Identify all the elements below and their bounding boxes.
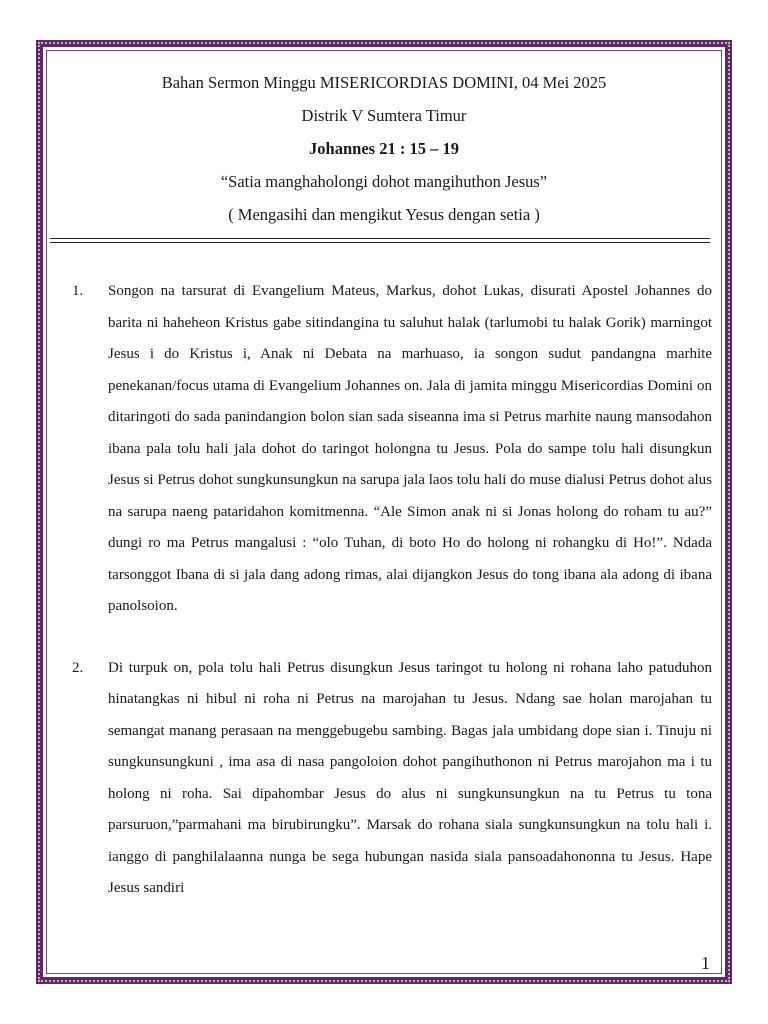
sermon-theme: “Satia manghaholongi dohot mangihuthon Jesus” (220, 172, 548, 191)
page-number: 1 (701, 953, 710, 973)
sermon-theme-translation: ( Mengasihi dan mengikut Yesus dengan setia ) (228, 205, 540, 224)
list-item-number: 2. (72, 659, 84, 676)
sermon-header (50, 66, 718, 231)
district-name: Distrik V Sumtera Timur (301, 106, 467, 125)
list-item (72, 653, 712, 905)
list-item-text: Di turpuk on, pola tolu hali Petrus disungkun Jesus taringot tu holong ni rohana laho patuduhon hinatangkas ni hibul ni roha ni Petrus na marojahan tu Jesus. Ndang sae holan marojahan tu semangat manang perasaan na menggebugebu sambing. Bagas jala umbidang dope sian i. Tinuju ni sungkunsungkuni , ima asa di nasa pangoloion dohot pangihuthonon ni Petrus marojahon ma i tu holong ni roha. Sai dipahombar Jesus do alus ni sungkunsungkun na tu Petrus tu tona parsuruon,”parmahani ma birubirungku”. Marsak do rohana siala sungkunsungkun na tolu hali i. ianggo di panghilalaanna nunga be sega hubungan nasida siala pansoadahononna tu Jesus. Hape Jesus sandiri (108, 659, 712, 896)
header-divider (50, 238, 710, 243)
sermon-points-list (72, 276, 712, 935)
sermon-title: Bahan Sermon Minggu MISERICORDIAS DOMINI, 04 Mei 2025 (161, 73, 607, 92)
list-item (72, 276, 712, 623)
list-item-text: Songon na tarsurat di Evangelium Mateus, Markus, dohot Lukas, disurati Apostel Johannes do barita ni haheheon Kristus gabe sitindangina tu saluhut halak (tarlumobi tu halak Gorik) marningot Jesus i do Kristus i, Anak ni Debata na marhuaso, ia songon sudut pandangna marhite penekanan/focus utama di Evangelium Johannes on. Jala di jamita minggu Misericordias Domini on ditaringoti do sada panindangion bolon sian sada siseanna ima si Petrus marhite naung mansodahon ibana pala tolu hali jala dohot do taringot holongna tu Jesus. Pola do sampe tolu hali disungkun Jesus si Petrus dohot sungkunsungkun na sarupa jala laos tolu hali do muse dialusi Petrus dohot alus na sarupa naeng pataridahon komitmenna. “Ale Simon anak ni si Jonas holong do roham tu au?” dungi ro ma Petrus mangalusi : “olo Tuhan, di boto Ho do holong ni rohangku di Ho!”. Ndada tarsonggot Ibana di si jala dang adong rimas, alai dijangkon Jesus do tong ibana ala adong di ibana panolsoion. (108, 283, 712, 614)
list-item-number: 1. (72, 283, 84, 299)
scripture-reference: Johannes 21 : 15 – 19 (309, 139, 459, 158)
